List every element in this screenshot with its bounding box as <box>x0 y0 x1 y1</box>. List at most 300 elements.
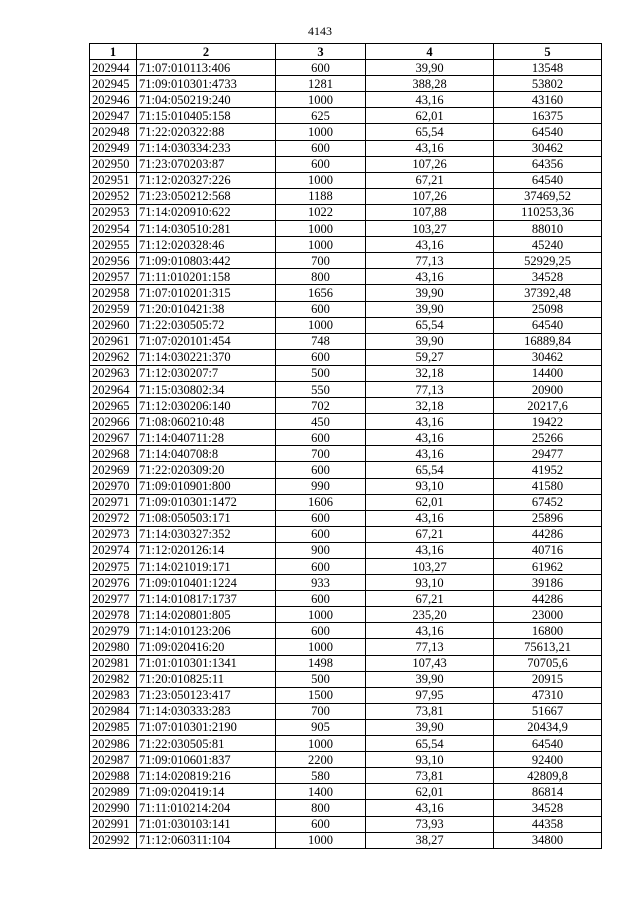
area-cell: 550 <box>276 381 366 397</box>
value-cell: 52929,25 <box>494 253 602 269</box>
area-cell: 600 <box>276 510 366 526</box>
table-row <box>90 575 602 591</box>
rate-cell: 43,16 <box>366 623 494 639</box>
area-cell: 1281 <box>276 76 366 92</box>
row-number-cell: 202982 <box>90 671 137 687</box>
table-row <box>90 494 602 510</box>
row-number-cell: 202948 <box>90 124 137 140</box>
area-cell: 625 <box>276 108 366 124</box>
cadastral-number-cell: 71:08:060210:48 <box>137 414 276 430</box>
row-number-cell: 202967 <box>90 430 137 446</box>
cadastral-number-cell: 71:14:021019:171 <box>137 559 276 575</box>
cadastral-number-cell: 71:22:020322:88 <box>137 124 276 140</box>
table-row <box>90 92 602 108</box>
row-number-cell: 202959 <box>90 301 137 317</box>
rate-cell: 107,26 <box>366 156 494 172</box>
area-cell: 600 <box>276 301 366 317</box>
area-cell: 1188 <box>276 188 366 204</box>
table-row <box>90 76 602 92</box>
table-row <box>90 768 602 784</box>
table-row <box>90 381 602 397</box>
area-cell: 800 <box>276 800 366 816</box>
value-cell: 43160 <box>494 92 602 108</box>
area-cell: 1022 <box>276 204 366 220</box>
cadastral-number-cell: 71:14:010817:1737 <box>137 591 276 607</box>
cadastral-number-cell: 71:09:020416:20 <box>137 639 276 655</box>
value-cell: 75613,21 <box>494 639 602 655</box>
rate-cell: 77,13 <box>366 381 494 397</box>
table-row <box>90 317 602 333</box>
row-number-cell: 202976 <box>90 575 137 591</box>
value-cell: 92400 <box>494 752 602 768</box>
value-cell: 25266 <box>494 430 602 446</box>
area-cell: 1000 <box>276 317 366 333</box>
area-cell: 933 <box>276 575 366 591</box>
rate-cell: 43,16 <box>366 510 494 526</box>
row-number-cell: 202946 <box>90 92 137 108</box>
rate-cell: 43,16 <box>366 237 494 253</box>
row-number-cell: 202975 <box>90 559 137 575</box>
cadastral-number-cell: 71:11:010201:158 <box>137 269 276 285</box>
value-cell: 20900 <box>494 381 602 397</box>
table-row <box>90 253 602 269</box>
rate-cell: 39,90 <box>366 671 494 687</box>
row-number-cell: 202980 <box>90 639 137 655</box>
row-number-cell: 202981 <box>90 655 137 671</box>
cadastral-number-cell: 71:14:010123:206 <box>137 623 276 639</box>
rate-cell: 39,90 <box>366 333 494 349</box>
cadastral-number-cell: 71:07:020101:454 <box>137 333 276 349</box>
cadastral-number-cell: 71:01:010301:1341 <box>137 655 276 671</box>
cadastral-number-cell: 71:09:010301:1472 <box>137 494 276 510</box>
rate-cell: 93,10 <box>366 575 494 591</box>
area-cell: 700 <box>276 446 366 462</box>
table-row <box>90 800 602 816</box>
value-cell: 34800 <box>494 832 602 848</box>
table-row <box>90 462 602 478</box>
cadastral-number-cell: 71:14:020801:805 <box>137 607 276 623</box>
cadastral-number-cell: 71:11:010214:204 <box>137 800 276 816</box>
table-row <box>90 591 602 607</box>
rate-cell: 93,10 <box>366 478 494 494</box>
cadastral-number-cell: 71:12:020126:14 <box>137 542 276 558</box>
value-cell: 25896 <box>494 510 602 526</box>
value-cell: 37392,48 <box>494 285 602 301</box>
row-number-cell: 202958 <box>90 285 137 301</box>
area-cell: 1000 <box>276 832 366 848</box>
page-number: 4143 <box>308 24 332 38</box>
rate-cell: 103,27 <box>366 221 494 237</box>
value-cell: 23000 <box>494 607 602 623</box>
row-number-cell: 202968 <box>90 446 137 462</box>
row-number-cell: 202985 <box>90 719 137 735</box>
table-row <box>90 398 602 414</box>
cadastral-number-cell: 71:14:040711:28 <box>137 430 276 446</box>
rate-cell: 67,21 <box>366 591 494 607</box>
header-row <box>90 44 602 60</box>
rate-cell: 39,90 <box>366 60 494 76</box>
table-row <box>90 221 602 237</box>
row-number-cell: 202953 <box>90 204 137 220</box>
row-number-cell: 202971 <box>90 494 137 510</box>
value-cell: 19422 <box>494 414 602 430</box>
rate-cell: 43,16 <box>366 446 494 462</box>
row-number-cell: 202962 <box>90 349 137 365</box>
cadastral-number-cell: 71:14:030334:233 <box>137 140 276 156</box>
rate-cell: 73,81 <box>366 768 494 784</box>
cadastral-number-cell: 71:12:020327:226 <box>137 172 276 188</box>
rate-cell: 67,21 <box>366 526 494 542</box>
value-cell: 25098 <box>494 301 602 317</box>
table-row <box>90 301 602 317</box>
rate-cell: 77,13 <box>366 639 494 655</box>
row-number-cell: 202987 <box>90 752 137 768</box>
table-row <box>90 542 602 558</box>
area-cell: 2200 <box>276 752 366 768</box>
rate-cell: 65,54 <box>366 124 494 140</box>
row-number-cell: 202949 <box>90 140 137 156</box>
table-body <box>90 60 602 849</box>
area-cell: 702 <box>276 398 366 414</box>
table-row <box>90 124 602 140</box>
cadastral-number-cell: 71:12:020328:46 <box>137 237 276 253</box>
cadastral-number-cell: 71:01:030103:141 <box>137 816 276 832</box>
table-row <box>90 832 602 848</box>
value-cell: 64540 <box>494 172 602 188</box>
column-header-4: 4 <box>366 44 494 60</box>
cadastral-number-cell: 71:23:050212:568 <box>137 188 276 204</box>
table-row <box>90 671 602 687</box>
value-cell: 16800 <box>494 623 602 639</box>
row-number-cell: 202957 <box>90 269 137 285</box>
table-header <box>90 44 602 60</box>
cadastral-number-cell: 71:14:030221:370 <box>137 349 276 365</box>
cadastral-number-cell: 71:04:050219:240 <box>137 92 276 108</box>
cadastral-number-cell: 71:12:060311:104 <box>137 832 276 848</box>
column-header-3: 3 <box>276 44 366 60</box>
area-cell: 450 <box>276 414 366 430</box>
area-cell: 1000 <box>276 736 366 752</box>
row-number-cell: 202983 <box>90 687 137 703</box>
cadastral-number-cell: 71:22:030505:72 <box>137 317 276 333</box>
value-cell: 64356 <box>494 156 602 172</box>
value-cell: 64540 <box>494 124 602 140</box>
table-row <box>90 333 602 349</box>
value-cell: 40716 <box>494 542 602 558</box>
area-cell: 1656 <box>276 285 366 301</box>
data-table <box>89 43 602 849</box>
table-row <box>90 687 602 703</box>
area-cell: 500 <box>276 365 366 381</box>
rate-cell: 43,16 <box>366 542 494 558</box>
rate-cell: 62,01 <box>366 494 494 510</box>
row-number-cell: 202978 <box>90 607 137 623</box>
rate-cell: 107,88 <box>366 204 494 220</box>
area-cell: 600 <box>276 816 366 832</box>
value-cell: 64540 <box>494 317 602 333</box>
value-cell: 45240 <box>494 237 602 253</box>
value-cell: 110253,36 <box>494 204 602 220</box>
table-row <box>90 188 602 204</box>
cadastral-number-cell: 71:14:030327:352 <box>137 526 276 542</box>
column-header-5: 5 <box>494 44 602 60</box>
rate-cell: 65,54 <box>366 736 494 752</box>
row-number-cell: 202972 <box>90 510 137 526</box>
rate-cell: 65,54 <box>366 317 494 333</box>
rate-cell: 43,16 <box>366 414 494 430</box>
cadastral-number-cell: 71:15:030802:34 <box>137 381 276 397</box>
value-cell: 30462 <box>494 140 602 156</box>
value-cell: 41952 <box>494 462 602 478</box>
cadastral-number-cell: 71:12:030206:140 <box>137 398 276 414</box>
cadastral-number-cell: 71:07:010301:2190 <box>137 719 276 735</box>
cadastral-number-cell: 71:22:030505:81 <box>137 736 276 752</box>
value-cell: 14400 <box>494 365 602 381</box>
table-row <box>90 719 602 735</box>
cadastral-number-cell: 71:12:030207:7 <box>137 365 276 381</box>
area-cell: 500 <box>276 671 366 687</box>
area-cell: 600 <box>276 591 366 607</box>
row-number-cell: 202986 <box>90 736 137 752</box>
cadastral-number-cell: 71:23:050123:417 <box>137 687 276 703</box>
row-number-cell: 202964 <box>90 381 137 397</box>
cadastral-number-cell: 71:23:070203:87 <box>137 156 276 172</box>
rate-cell: 62,01 <box>366 108 494 124</box>
rate-cell: 32,18 <box>366 365 494 381</box>
area-cell: 990 <box>276 478 366 494</box>
rate-cell: 73,81 <box>366 703 494 719</box>
value-cell: 44358 <box>494 816 602 832</box>
row-number-cell: 202979 <box>90 623 137 639</box>
table-row <box>90 623 602 639</box>
table-row <box>90 156 602 172</box>
rate-cell: 73,93 <box>366 816 494 832</box>
value-cell: 16889,84 <box>494 333 602 349</box>
row-number-cell: 202977 <box>90 591 137 607</box>
area-cell: 600 <box>276 156 366 172</box>
value-cell: 42809,8 <box>494 768 602 784</box>
area-cell: 800 <box>276 269 366 285</box>
row-number-cell: 202992 <box>90 832 137 848</box>
cadastral-number-cell: 71:09:020419:14 <box>137 784 276 800</box>
table-row <box>90 703 602 719</box>
value-cell: 86814 <box>494 784 602 800</box>
area-cell: 600 <box>276 60 366 76</box>
row-number-cell: 202970 <box>90 478 137 494</box>
cadastral-number-cell: 71:09:010601:837 <box>137 752 276 768</box>
cadastral-number-cell: 71:22:020309:20 <box>137 462 276 478</box>
table-row <box>90 285 602 301</box>
row-number-cell: 202990 <box>90 800 137 816</box>
row-number-cell: 202950 <box>90 156 137 172</box>
value-cell: 20217,6 <box>494 398 602 414</box>
value-cell: 29477 <box>494 446 602 462</box>
area-cell: 1000 <box>276 92 366 108</box>
value-cell: 44286 <box>494 526 602 542</box>
row-number-cell: 202945 <box>90 76 137 92</box>
table-row <box>90 639 602 655</box>
row-number-cell: 202989 <box>90 784 137 800</box>
cadastral-number-cell: 71:09:010901:800 <box>137 478 276 494</box>
rate-cell: 38,27 <box>366 832 494 848</box>
value-cell: 70705,6 <box>494 655 602 671</box>
row-number-cell: 202951 <box>90 172 137 188</box>
row-number-cell: 202961 <box>90 333 137 349</box>
table-row <box>90 414 602 430</box>
table-row <box>90 349 602 365</box>
table-row <box>90 140 602 156</box>
area-cell: 1000 <box>276 172 366 188</box>
rate-cell: 43,16 <box>366 140 494 156</box>
rate-cell: 39,90 <box>366 719 494 735</box>
row-number-cell: 202944 <box>90 60 137 76</box>
rate-cell: 39,90 <box>366 285 494 301</box>
value-cell: 20434,9 <box>494 719 602 735</box>
row-number-cell: 202969 <box>90 462 137 478</box>
table-row <box>90 446 602 462</box>
cadastral-number-cell: 71:07:010201:315 <box>137 285 276 301</box>
rate-cell: 62,01 <box>366 784 494 800</box>
table-row <box>90 269 602 285</box>
table-row <box>90 752 602 768</box>
area-cell: 1400 <box>276 784 366 800</box>
value-cell: 34528 <box>494 269 602 285</box>
rate-cell: 32,18 <box>366 398 494 414</box>
table-row <box>90 784 602 800</box>
cadastral-number-cell: 71:09:010301:4733 <box>137 76 276 92</box>
value-cell: 16375 <box>494 108 602 124</box>
rate-cell: 388,28 <box>366 76 494 92</box>
rate-cell: 103,27 <box>366 559 494 575</box>
rate-cell: 59,27 <box>366 349 494 365</box>
table-row <box>90 736 602 752</box>
rate-cell: 67,21 <box>366 172 494 188</box>
value-cell: 64540 <box>494 736 602 752</box>
cadastral-number-cell: 71:14:030333:283 <box>137 703 276 719</box>
table-row <box>90 365 602 381</box>
row-number-cell: 202955 <box>90 237 137 253</box>
area-cell: 600 <box>276 140 366 156</box>
table-row <box>90 172 602 188</box>
area-cell: 748 <box>276 333 366 349</box>
cadastral-number-cell: 71:14:030510:281 <box>137 221 276 237</box>
value-cell: 67452 <box>494 494 602 510</box>
area-cell: 905 <box>276 719 366 735</box>
table-row <box>90 559 602 575</box>
rate-cell: 97,95 <box>366 687 494 703</box>
value-cell: 37469,52 <box>494 188 602 204</box>
area-cell: 600 <box>276 559 366 575</box>
cadastral-number-cell: 71:07:010113:406 <box>137 60 276 76</box>
cadastral-number-cell: 71:14:020819:216 <box>137 768 276 784</box>
cadastral-number-cell: 71:20:010421:38 <box>137 301 276 317</box>
value-cell: 34528 <box>494 800 602 816</box>
area-cell: 1498 <box>276 655 366 671</box>
area-cell: 600 <box>276 623 366 639</box>
area-cell: 580 <box>276 768 366 784</box>
value-cell: 51667 <box>494 703 602 719</box>
table-row <box>90 204 602 220</box>
row-number-cell: 202973 <box>90 526 137 542</box>
table-row <box>90 108 602 124</box>
area-cell: 900 <box>276 542 366 558</box>
area-cell: 1000 <box>276 221 366 237</box>
row-number-cell: 202956 <box>90 253 137 269</box>
value-cell: 53802 <box>494 76 602 92</box>
area-cell: 1000 <box>276 639 366 655</box>
rate-cell: 43,16 <box>366 92 494 108</box>
area-cell: 1000 <box>276 237 366 253</box>
rate-cell: 43,16 <box>366 269 494 285</box>
table-row <box>90 526 602 542</box>
row-number-cell: 202966 <box>90 414 137 430</box>
area-cell: 600 <box>276 430 366 446</box>
row-number-cell: 202991 <box>90 816 137 832</box>
value-cell: 20915 <box>494 671 602 687</box>
rate-cell: 235,20 <box>366 607 494 623</box>
table-row <box>90 816 602 832</box>
area-cell: 700 <box>276 253 366 269</box>
rate-cell: 93,10 <box>366 752 494 768</box>
cadastral-number-cell: 71:09:010803:442 <box>137 253 276 269</box>
row-number-cell: 202963 <box>90 365 137 381</box>
area-cell: 600 <box>276 349 366 365</box>
table-row <box>90 60 602 76</box>
row-number-cell: 202965 <box>90 398 137 414</box>
cadastral-number-cell: 71:14:040708:8 <box>137 446 276 462</box>
row-number-cell: 202974 <box>90 542 137 558</box>
row-number-cell: 202947 <box>90 108 137 124</box>
rate-cell: 43,16 <box>366 800 494 816</box>
row-number-cell: 202952 <box>90 188 137 204</box>
area-cell: 600 <box>276 462 366 478</box>
row-number-cell: 202954 <box>90 221 137 237</box>
column-header-1: 1 <box>90 44 137 60</box>
value-cell: 13548 <box>494 60 602 76</box>
table-row <box>90 430 602 446</box>
row-number-cell: 202960 <box>90 317 137 333</box>
table-row <box>90 510 602 526</box>
value-cell: 61962 <box>494 559 602 575</box>
cadastral-number-cell: 71:14:020910:622 <box>137 204 276 220</box>
rate-cell: 77,13 <box>366 253 494 269</box>
column-header-2: 2 <box>137 44 276 60</box>
value-cell: 30462 <box>494 349 602 365</box>
area-cell: 1000 <box>276 607 366 623</box>
area-cell: 700 <box>276 703 366 719</box>
row-number-cell: 202988 <box>90 768 137 784</box>
cadastral-number-cell: 71:15:010405:158 <box>137 108 276 124</box>
area-cell: 1000 <box>276 124 366 140</box>
row-number-cell: 202984 <box>90 703 137 719</box>
value-cell: 47310 <box>494 687 602 703</box>
value-cell: 39186 <box>494 575 602 591</box>
area-cell: 1606 <box>276 494 366 510</box>
value-cell: 88010 <box>494 221 602 237</box>
rate-cell: 39,90 <box>366 301 494 317</box>
rate-cell: 65,54 <box>366 462 494 478</box>
value-cell: 44286 <box>494 591 602 607</box>
rate-cell: 43,16 <box>366 430 494 446</box>
cadastral-number-cell: 71:09:010401:1224 <box>137 575 276 591</box>
area-cell: 1500 <box>276 687 366 703</box>
cadastral-number-cell: 71:08:050503:171 <box>137 510 276 526</box>
area-cell: 600 <box>276 526 366 542</box>
table-row <box>90 478 602 494</box>
value-cell: 41580 <box>494 478 602 494</box>
table-row <box>90 237 602 253</box>
rate-cell: 107,43 <box>366 655 494 671</box>
